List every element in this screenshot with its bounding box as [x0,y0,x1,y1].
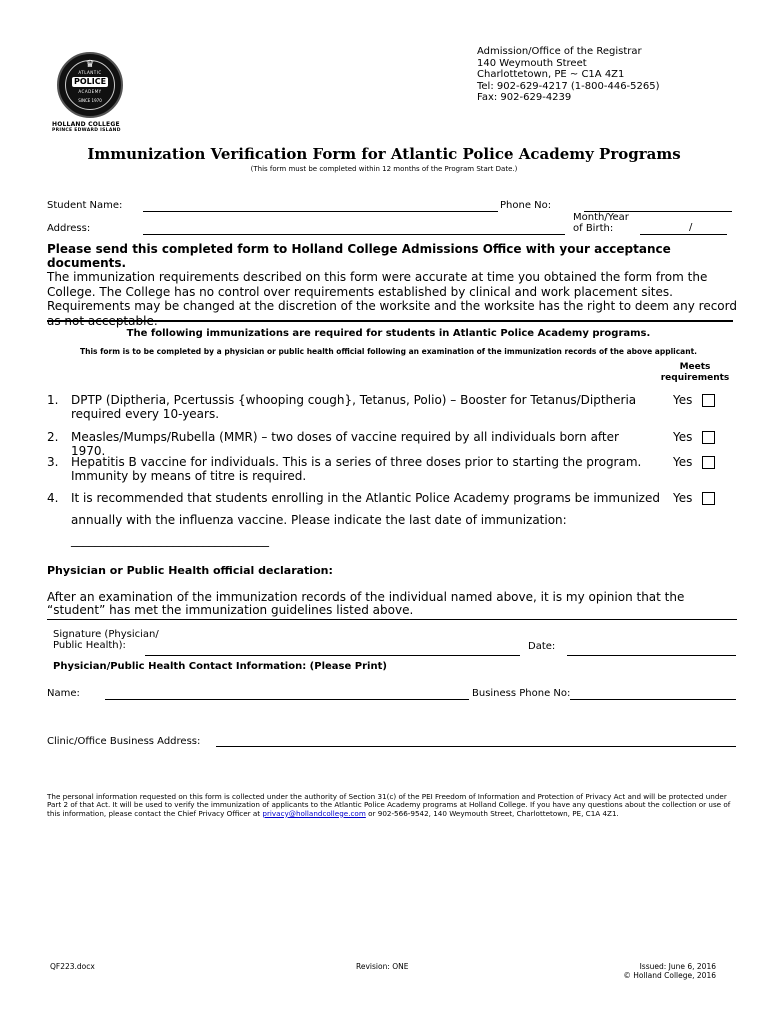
item-influenza-cont: annually with the influenza vaccine. Please indicate the last date of immunization: [71,513,567,527]
signature-label: Signature (Physician/ Public Health): [53,629,159,651]
crown-icon: ♛ [85,59,95,70]
item-hepb-text: Hepatitis B vaccine for individuals. This is a series of three doses prior to starting the program. Immunity by means of titre is required. [71,455,642,483]
influenza-date-field[interactable]: _________________________________ [71,533,269,547]
student-name-label: Student Name: [47,200,123,211]
meets-requirements-header: Meets requirements [660,362,730,383]
clinic-address-label: Clinic/Office Business Address: [47,736,201,747]
signature-field[interactable] [145,655,520,656]
item-number: 2. [47,430,59,444]
yes-label: Yes [673,455,693,469]
yes-label: Yes [673,430,693,444]
item-number: 4. [47,491,59,505]
form-subtitle: (This form must be completed within 12 months of the Program Start Date.) [250,165,518,173]
clinic-address-field[interactable] [216,746,736,747]
logo-org-sub: PRINCE EDWARD ISLAND [52,128,121,133]
notice-text: The immunization requirements described on this form were accurate at time you obtained the form from the College. The College has no control over requirements established by clinical and work placement sites. Requirements may be changed at the discretion of the worksite and the worksite has the right to deem any record as not acceptable. [47,270,737,328]
section-divider [47,320,733,322]
dob-slash: / [689,222,693,233]
hepb-yes-checkbox[interactable] [702,456,715,469]
business-phone-label: Business Phone No: [472,688,571,699]
yes-label: Yes [673,491,693,505]
date-label: Date: [528,641,556,652]
business-phone-field[interactable] [570,699,736,700]
form-title: Immunization Verification Form for Atlantic Police Academy Programs [87,145,681,163]
holland-college-logo [52,52,132,134]
revision: Revision: ONE [356,962,409,971]
item-number: 1. [47,393,59,407]
privacy-email-link[interactable]: privacy@hollandcollege.com [262,808,366,818]
notice-block [47,242,737,328]
declaration-text: After an examination of the immunization records of the individual named above, it is my opinion that the “student” has met the immunization guidelines listed above. [47,590,685,617]
name-label: Name: [47,688,80,699]
privacy-notice: The personal information requested on this form is collected under the authority of Section 31(c) of the PEI Freedom of Information and Protection of Privacy Act and will be protected under Part 2 of that Act. It will be used to verify the immunization of applicants to the Atlantic Police Academy programs at Holland College. If you have any questions about the collection or use of this information, please contact the Chief Privacy Officer at privacy@hollandcollege.com or 902-566-9542, 140 Weymouth Street, Charlottetown, PE, C1A 4Z1. [47,792,731,818]
dob-label: Month/Year of Birth: [573,212,629,234]
document-id: QF223.docx [50,962,95,971]
requirements-heading: The following immunizations are required for students in Atlantic Police Academy programs. [126,328,651,339]
student-name-field[interactable] [143,211,498,212]
police-academy-seal: ♛ ATLANTIC POLICE ACADEMY SINCE 1970 [57,52,123,118]
item-influenza-text: It is recommended that students enrolling in the Atlantic Police Academy programs be immunized [71,491,660,505]
address-field[interactable] [143,234,565,235]
dob-field[interactable] [640,234,727,235]
notice-heading: Please send this completed form to Holland College Admissions Office with your acceptance documents. [47,242,671,270]
mmr-yes-checkbox[interactable] [702,431,715,444]
influenza-yes-checkbox[interactable] [702,492,715,505]
declaration-heading: Physician or Public Health official declaration: [47,564,333,577]
phone-no-label: Phone No: [500,200,552,211]
name-field[interactable] [105,699,469,700]
item-number: 3. [47,455,59,469]
contact-heading: Physician/Public Health Contact Information: (Please Print) [53,661,387,672]
logo-org-name: HOLLAND COLLEGE [52,121,120,128]
declaration-divider [47,619,737,620]
item-dptp-text: DPTP (Diptheria, Pcertussis {whooping cough}, Tetanus, Polio) – Booster for Tetanus/Diptheria required every 10-years. [71,393,637,421]
issued-info: Issued: June 6, 2016 © Holland College, 2016 [623,962,716,980]
date-field[interactable] [567,655,736,656]
requirements-subheading: This form is to be completed by a physician or public health official following an examination of the immunization records of the above applicant. [79,347,698,356]
address-label: Address: [47,223,91,234]
registrar-address: Admission/Office of the Registrar 140 Weymouth Street Charlottetown, PE ~ C1A 4Z1 Tel: 902-629-4217 (1-800-446-5265) Fax: 902-629-4239 [477,46,660,103]
dptp-yes-checkbox[interactable] [702,394,715,407]
item-mmr-text: Measles/Mumps/Rubella (MMR) – two doses of vaccine required by all individuals born after 1970. [71,430,619,458]
yes-label: Yes [673,393,693,407]
